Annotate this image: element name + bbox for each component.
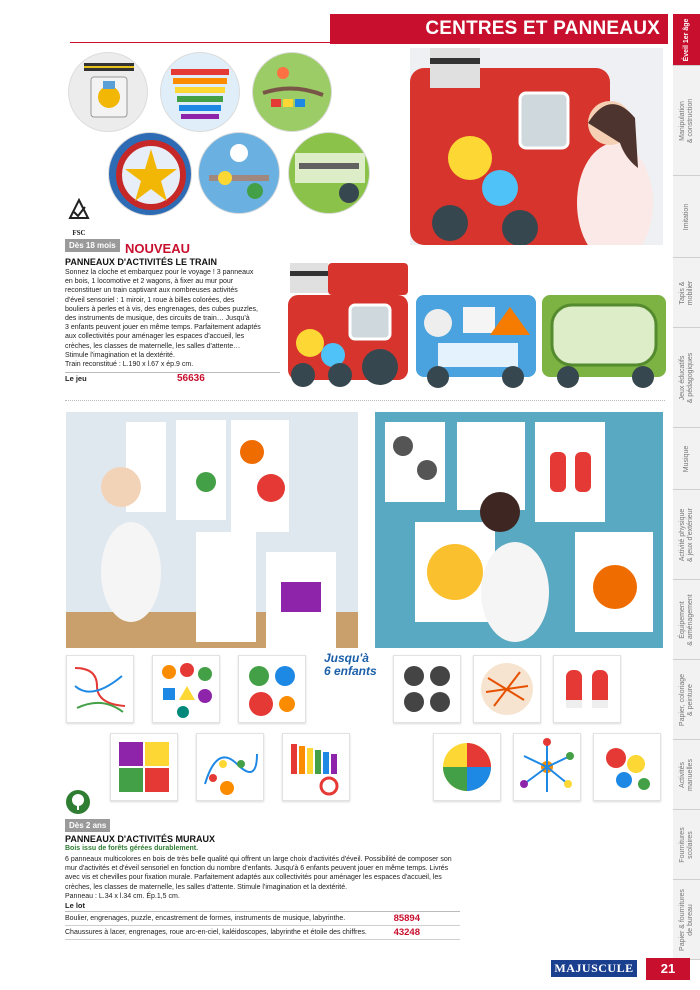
abacus-illustration xyxy=(199,133,280,214)
tab-label: Éveil 1er âge xyxy=(682,18,690,61)
detail-abacus-image xyxy=(198,132,280,214)
desc-line: en bois, 1 locomotive et 2 wagons, à fixer au mur pour xyxy=(65,278,234,286)
desc-line: 3 enfants peuvent jouer en même temps. Parfaitement adaptés xyxy=(65,324,261,332)
puzzle-illustration xyxy=(111,734,177,800)
desc-line: bouliers à perles et à vis, des engrenages, des cubes puzzles, xyxy=(65,305,259,313)
tile-spinners xyxy=(393,655,461,723)
detail-railway-image xyxy=(288,132,370,214)
category-sidebar xyxy=(673,14,700,960)
tab-papier-bureau[interactable] xyxy=(673,880,700,960)
tab-tapis[interactable] xyxy=(673,258,700,328)
shoes-illustration xyxy=(554,656,620,722)
shapes-illustration xyxy=(153,656,219,722)
lacing-illustration xyxy=(474,656,540,722)
tab-eveil[interactable] xyxy=(673,14,700,66)
xylophone-bars-illustration xyxy=(283,734,349,800)
tile-number-star xyxy=(513,733,581,801)
wall-panels-photo-1 xyxy=(66,412,358,648)
brand-logo: MAJUSCULE xyxy=(551,960,637,977)
tile-shoes xyxy=(553,655,621,723)
callout-line: Jusqu'à xyxy=(324,651,369,665)
desc-line: des instruments de musique, des circuits de train… Jusqu'à xyxy=(65,315,250,323)
product-title: PANNEAUX D'ACTIVITÉS LE TRAIN xyxy=(65,257,217,267)
fsc-logo xyxy=(66,198,92,237)
eco-leaf-logo xyxy=(66,790,90,814)
section-header xyxy=(330,14,668,44)
price-row xyxy=(65,374,280,383)
age-badge: Dès 18 mois xyxy=(65,239,120,252)
tab-label: Équipement & aménagement xyxy=(678,593,694,646)
detail-train-track-image xyxy=(252,52,332,132)
product-subtitle-2: Bois issu de forêts gérées durablement. xyxy=(65,845,199,852)
unit-label: Le jeu xyxy=(65,374,87,383)
tab-label: Papier & fournitures de bureau xyxy=(678,888,694,951)
desc-line: reconstituer un train captivant aux nombreuses activités xyxy=(65,287,238,295)
players-callout xyxy=(324,652,377,678)
tab-label: Activité physique & jeux d'extérieur xyxy=(678,507,694,562)
abacus-beads-illustration xyxy=(197,734,263,800)
desc-line: Train reconstitué : L.190 x l.67 x ép.9 cm. xyxy=(65,361,194,369)
desc-line: Panneau : L.34 x l.34 cm. Ép.1,5 cm. xyxy=(65,892,180,900)
labyrinth-illustration xyxy=(67,656,133,722)
train-panel-photo-art xyxy=(410,48,663,245)
tab-papier-coloriage[interactable] xyxy=(673,660,700,740)
desc-line: crèches, les classes de maternelle, les salles d'attente… xyxy=(65,342,241,350)
header-rule xyxy=(70,42,330,43)
desc-line: avec vis et chevilles pour fixation murale. Parfaitement adaptés aux collectivités pour aménager les espaces d'accueil, les xyxy=(65,874,442,882)
gears-illustration xyxy=(594,734,660,800)
desc-line: 6 panneaux multicolores en bois de très belle qualité qui offrent un large choix d'activités d'éveil. Possibilité de composer son xyxy=(65,856,452,863)
tab-label: Tapis & mobilier xyxy=(678,280,694,305)
callout-line: 6 enfants xyxy=(324,664,377,678)
tab-musique[interactable] xyxy=(673,428,700,490)
detail-bell-image xyxy=(68,52,148,132)
number-star-illustration xyxy=(514,734,580,800)
tile-shapes xyxy=(152,655,220,723)
tile-labyrinth xyxy=(66,655,134,723)
tile-xylophone xyxy=(282,733,350,801)
tab-fournitures-scolaires[interactable] xyxy=(673,810,700,880)
tab-label: Manipulation & construction xyxy=(678,98,694,143)
row-label: Chaussures à lacer, engrenages, roue arc-en-ciel, kaléidoscopes, labyrinthe et étoile des chiffres. xyxy=(65,929,367,936)
star-wheel-illustration xyxy=(109,133,192,216)
tile-rainbow-wheel xyxy=(433,733,501,801)
row-label: Boulier, engrenages, puzzle, encastrement de formes, instruments de musique, labyrinthe. xyxy=(65,915,346,922)
tab-activites-manuelles[interactable] xyxy=(673,740,700,810)
detail-xylophone-image xyxy=(160,52,240,132)
train-illustration xyxy=(288,255,668,390)
wall-panels-photo-2 xyxy=(375,412,663,648)
train-panel-photo xyxy=(410,48,663,245)
detail-star-wheel-image xyxy=(108,132,192,216)
table-row xyxy=(65,926,460,940)
tab-label: Imitation xyxy=(682,203,690,230)
desc-line: d'éveil sensoriel : 1 miroir, 1 roue à billes colorées, des xyxy=(65,296,235,304)
railway-illustration xyxy=(289,133,370,214)
tile-gears xyxy=(593,733,661,801)
wall-panels-photo-2-art xyxy=(375,412,663,648)
table-row xyxy=(65,912,460,926)
desc-line: mur d'activités et d'éveil sensoriel en fonction du nombre d'enfants. Jusqu'à 6 enfants peuvent jouer en même temps. Livrés xyxy=(65,865,449,873)
tab-imitation[interactable] xyxy=(673,176,700,258)
row-ref[interactable]: 85894 xyxy=(393,913,420,924)
product-description xyxy=(65,268,280,369)
spinners-illustration xyxy=(394,656,460,722)
page-number: 21 xyxy=(646,958,690,980)
tab-label: Jeux éducatifs & pédagogiques xyxy=(678,352,694,403)
product-description-2 xyxy=(65,855,465,901)
rainbow-wheel-illustration xyxy=(434,734,500,800)
tree-icon xyxy=(66,790,90,814)
tile-lacing-board xyxy=(473,655,541,723)
train-panels-image xyxy=(288,255,668,390)
row-ref[interactable]: 43248 xyxy=(393,927,420,938)
age-badge-2: Dès 2 ans xyxy=(65,819,110,832)
tile-abacus xyxy=(196,733,264,801)
desc-line: Sonnez la cloche et embarquez pour le voyage ! 3 panneaux xyxy=(65,269,254,276)
wall-panels-photo-1-art xyxy=(66,412,358,648)
divider xyxy=(65,372,280,373)
tree-check-icon xyxy=(66,198,92,224)
new-badge: NOUVEAU xyxy=(125,241,191,256)
section-title: CENTRES ET PANNEAUX xyxy=(425,18,660,39)
tab-label: Fournitures scolaires xyxy=(678,826,694,863)
tab-jeux-educatifs[interactable] xyxy=(673,328,700,428)
xylophone-illustration xyxy=(161,53,240,132)
desc-line: crèches, les classes de maternelle, les salles d'attente. Stimule l'imagination et la dextérité. xyxy=(65,883,348,891)
desc-line: Stimule l'imagination et la dextérité. xyxy=(65,351,175,359)
tab-manipulation[interactable] xyxy=(673,66,700,176)
unit-label-2: Le lot xyxy=(65,901,85,910)
section-divider xyxy=(65,400,665,401)
tile-puzzle xyxy=(110,733,178,801)
tile-kaleidoscope xyxy=(238,655,306,723)
desc-line: aux collectivités pour aménager les espaces d'accueil, les xyxy=(65,333,245,341)
tab-label: Musique xyxy=(682,445,690,472)
kaleidoscope-illustration xyxy=(239,656,305,722)
product-ref[interactable]: 56636 xyxy=(177,373,205,384)
track-illustration xyxy=(253,53,332,132)
fsc-label: FSC xyxy=(72,229,86,237)
tab-equipement[interactable] xyxy=(673,580,700,660)
tab-activite-physique[interactable] xyxy=(673,490,700,580)
bell-illustration xyxy=(69,53,148,132)
product-title-2: PANNEAUX D'ACTIVITÉS MURAUX xyxy=(65,834,215,844)
tab-label: Activités manuelles xyxy=(678,758,694,791)
tab-label: Papier, coloriage & peinture xyxy=(678,673,694,726)
